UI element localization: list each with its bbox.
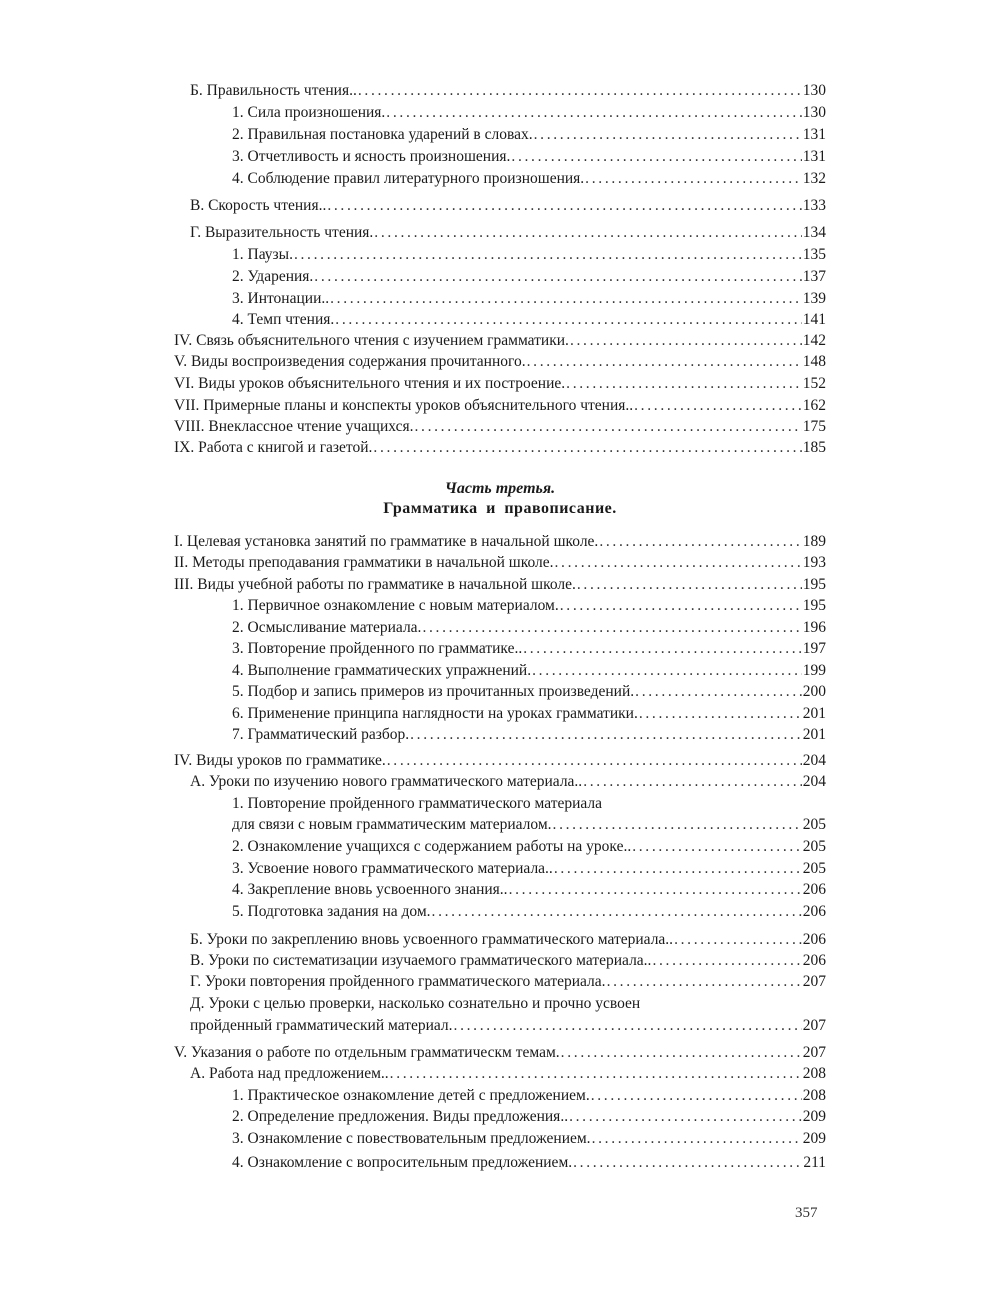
toc-entry-page: 152 [802, 375, 826, 392]
toc-entry-title: 3. Повторение пройденного по грамматике.. [232, 640, 523, 657]
leader-dots [652, 950, 801, 972]
toc-entry-title: 1. Сила произношения. [232, 104, 386, 121]
toc-entry [174, 102, 826, 124]
toc-entry [174, 793, 826, 815]
leader-dots [410, 724, 802, 746]
toc-entry [174, 531, 826, 553]
toc-entry [174, 1085, 826, 1107]
toc-entry-page: 206 [802, 931, 826, 948]
toc-entry [174, 1128, 826, 1150]
toc-entry-title: 2. Определение предложения. Виды предложения.. [232, 1108, 569, 1125]
toc-entry-title: 5. Подбор и запись примеров из прочитанных произведений. [232, 683, 635, 700]
leader-dots [386, 102, 801, 124]
toc-entry-page: 175 [802, 418, 826, 435]
toc-entry-title: 4. Темп чтения. [232, 311, 335, 328]
toc-entry-title: А. Уроки по изучению нового грамматического материала.. [190, 773, 583, 790]
toc-entry-page: 201 [802, 705, 826, 722]
leader-dots [330, 288, 802, 310]
leader-dots [335, 309, 801, 331]
toc-entry [174, 124, 826, 146]
toc-entry-title: 2. Ударения. [232, 268, 314, 285]
toc-entry-title: 1. Паузы. [232, 246, 293, 263]
toc-entry [174, 929, 826, 951]
toc-entry [174, 617, 826, 639]
toc-entry-page: 205 [802, 860, 826, 877]
toc-entry [174, 574, 826, 596]
toc-entry [174, 901, 826, 923]
leader-dots [294, 244, 802, 266]
toc-entry-title: 4. Закрепление вновь усвоенного знания.. [232, 881, 508, 898]
toc-entry-title: 7. Грамматический разбор. [232, 726, 410, 743]
leader-dots [358, 80, 802, 102]
toc-entry-page: 137 [802, 268, 826, 285]
leader-dots [634, 395, 802, 417]
toc-entry-page: 131 [802, 126, 826, 143]
toc-entry [174, 950, 826, 972]
leader-dots [314, 266, 801, 288]
leader-dots [454, 1015, 802, 1037]
leader-dots [414, 416, 801, 438]
toc-entry-title: 3. Отчетливость и ясность произношения. [232, 148, 511, 165]
leader-dots [511, 146, 801, 168]
toc-entry [174, 1152, 826, 1174]
toc-entry-title: I. Целевая установка занятий по грамматике в начальной школе. [174, 533, 599, 550]
toc-entry-page: 131 [802, 148, 826, 165]
toc-entry-page: 209 [802, 1130, 826, 1147]
leader-dots [674, 929, 802, 951]
leader-dots [569, 1106, 802, 1128]
toc-entry-title: Д. Уроки с целью проверки, насколько сознательно и прочно усвоен [190, 995, 641, 1012]
leader-dots [374, 222, 801, 244]
leader-dots [373, 437, 801, 459]
toc-entry-page: 204 [802, 773, 826, 790]
toc-entry-title: 2. Правильная постановка ударений в словах. [232, 126, 533, 143]
toc-entry [174, 595, 826, 617]
toc-entry [174, 858, 826, 880]
leader-dots [639, 703, 802, 725]
leader-dots [561, 1042, 802, 1064]
toc-entry-title: IV. Виды уроков по грамматике. [174, 752, 386, 769]
leader-dots [523, 638, 802, 660]
toc-entry-title: 1. Практическое ознакомление детей с предложением. [232, 1087, 590, 1104]
toc-entry-title: 3. Ознакомление с повествовательным предложением. [232, 1130, 591, 1147]
toc-entry [174, 351, 826, 373]
toc-entry-page: 162 [802, 397, 826, 414]
part-label: Часть третья. [444, 480, 556, 497]
toc-entry-title: В. Уроки по систематизации изучаемого грамматического материала.. [190, 952, 652, 969]
leader-dots [534, 124, 802, 146]
toc-entry-page: 206 [802, 881, 826, 898]
toc-entry-page: 207 [802, 973, 826, 990]
toc-entry [174, 681, 826, 703]
toc-entry-page: 189 [802, 533, 826, 550]
leader-dots [422, 617, 801, 639]
toc-entry-title: А. Работа над предложением.. [190, 1065, 389, 1082]
toc-entry [174, 552, 826, 574]
toc-entry [174, 771, 826, 793]
toc-entry [174, 660, 826, 682]
leader-dots [635, 681, 802, 703]
leader-dots [585, 168, 802, 190]
toc-entry [174, 244, 826, 266]
toc-entry-page: 207 [802, 1044, 826, 1061]
toc-entry [174, 750, 826, 772]
toc-entry-page: 195 [802, 597, 826, 614]
toc-entry [174, 1015, 826, 1037]
leader-dots [599, 531, 801, 553]
toc-entry-title: Г. Выразительность чтения. [190, 224, 374, 241]
toc-entry-page: 205 [802, 838, 826, 855]
toc-entry-page: 196 [802, 619, 826, 636]
toc-entry-title: В. Скорость чтения.. [190, 197, 327, 214]
toc-entry-page: 205 [802, 816, 826, 833]
toc-entry-title: 4. Ознакомление с вопросительным предложением. [232, 1154, 573, 1171]
toc-entry-page: 130 [802, 82, 826, 99]
toc-entry [174, 1106, 826, 1128]
toc-entry [174, 195, 826, 217]
toc-entry-title: Б. Уроки по закреплению вновь усвоенного грамматического материала.. [190, 931, 674, 948]
toc-entry-page: 193 [802, 554, 826, 571]
toc-entry-page: 206 [802, 952, 826, 969]
leader-dots [555, 552, 802, 574]
toc-entry-page: 206 [802, 903, 826, 920]
toc-entry [174, 80, 826, 102]
toc-entry-title: 2. Осмысливание материала. [232, 619, 422, 636]
toc-entry-title: 4. Выполнение грамматических упражнений. [232, 662, 532, 679]
toc-entry-page: 139 [802, 290, 826, 307]
toc-entry-title: VI. Виды уроков объяснительного чтения и их построение. [174, 375, 566, 392]
leader-dots [432, 901, 802, 923]
toc-entry-title: для связи с новым грамматическим материалом. [232, 816, 552, 833]
leader-dots [553, 814, 802, 836]
toc-entry-page: 208 [802, 1087, 826, 1104]
leader-dots [607, 971, 802, 993]
toc-entry-title: пройденный грамматический материал. [190, 1017, 453, 1034]
toc-entry-page: 148 [802, 353, 826, 370]
toc-entry-title: II. Методы преподавания грамматики в начальной школе. [174, 554, 554, 571]
toc-entry [174, 395, 826, 417]
leader-dots [566, 373, 802, 395]
toc-entry-page: 200 [802, 683, 826, 700]
leader-dots [591, 1085, 802, 1107]
toc-entry-title: III. Виды учебной работы по грамматике в начальной школе. [174, 576, 576, 593]
toc-entry-page: 141 [802, 311, 826, 328]
toc-entry [174, 437, 826, 459]
toc-entry-title: IV. Связь объяснительного чтения с изучением грамматики. [174, 332, 569, 349]
toc-entry [174, 814, 826, 836]
toc-entry [174, 879, 826, 901]
toc-entry [174, 146, 826, 168]
toc-entry-title: 6. Применение принципа наглядности на уроках грамматики. [232, 705, 638, 722]
toc-entry-title: 3. Усвоение нового грамматического материала.. [232, 860, 553, 877]
toc-entry [174, 288, 826, 310]
toc-entry [174, 222, 826, 244]
toc-entry-title: IX. Работа с книгой и газетой. [174, 439, 373, 456]
leader-dots [573, 1152, 802, 1174]
toc-entry-title: 2. Ознакомление учащихся с содержанием работы на уроке.. [232, 838, 632, 855]
toc-entry-page: 132 [802, 170, 826, 187]
toc-entry-title: 5. Подготовка задания на дом. [232, 903, 431, 920]
toc-entry-title: Б. Правильность чтения.. [190, 82, 357, 99]
leader-dots [560, 595, 802, 617]
toc-entry-title: 3. Интонации.. [232, 290, 330, 307]
leader-dots [532, 660, 802, 682]
toc-entry [174, 309, 826, 331]
toc-entry-page: 208 [802, 1065, 826, 1082]
leader-dots [632, 836, 802, 858]
leader-dots [327, 195, 801, 217]
toc-entry-page: 201 [802, 726, 826, 743]
toc-entry-title: VII. Примерные планы и конспекты уроков объяснительного чтения.. [174, 397, 634, 414]
toc-entry-page: 209 [802, 1108, 826, 1125]
toc-entry [174, 168, 826, 190]
toc-entry-page: 199 [802, 662, 826, 679]
toc-entry-page: 204 [802, 752, 826, 769]
toc-entry [174, 724, 826, 746]
toc-entry-page: 185 [802, 439, 826, 456]
toc-entry [174, 373, 826, 395]
toc-entry [174, 971, 826, 993]
toc-entry [174, 330, 826, 352]
toc-entry-title: 1. Первичное ознакомление с новым материалом. [232, 597, 559, 614]
toc-entry-title: 1. Повторение пройденного грамматического материала [232, 795, 603, 812]
toc-entry [174, 1042, 826, 1064]
toc-entry [174, 993, 826, 1015]
leader-dots [387, 750, 802, 772]
toc-entry-title: 4. Соблюдение правил литературного произношения. [232, 170, 585, 187]
toc-entry-page: 142 [802, 332, 826, 349]
leader-dots [509, 879, 802, 901]
leader-dots [577, 574, 802, 596]
toc-entry-page: 133 [802, 197, 826, 214]
toc-entry-page: 130 [802, 104, 826, 121]
toc-entry-title: Г. Уроки повторения пройденного грамматического материала. [190, 973, 606, 990]
leader-dots [390, 1063, 802, 1085]
leader-dots [527, 351, 802, 373]
toc-entry-page: 207 [802, 1017, 826, 1034]
toc-entry-page: 211 [803, 1154, 826, 1171]
toc-entry [174, 836, 826, 858]
leader-dots [554, 858, 802, 880]
toc-entry-title: VIII. Внеклассное чтение учащихся. [174, 418, 414, 435]
toc-entry-page: 197 [802, 640, 826, 657]
toc-entry-page: 135 [802, 246, 826, 263]
toc-entry-page: 134 [802, 224, 826, 241]
leader-dots [583, 771, 802, 793]
toc-entry [174, 703, 826, 725]
toc-entry [174, 266, 826, 288]
part-title: Грамматика и правописание. [383, 500, 617, 517]
leader-dots [592, 1128, 802, 1150]
toc-entry-title: V. Указания о работе по отдельным грамматическм темам. [174, 1044, 560, 1061]
leader-dots [570, 330, 802, 352]
page-number: 357 [795, 1205, 818, 1221]
toc-entry-title: V. Виды воспроизведения содержания прочитанного. [174, 353, 526, 370]
toc-entry [174, 416, 826, 438]
toc-entry [174, 1063, 826, 1085]
toc-entry-page: 195 [802, 576, 826, 593]
toc-entry [174, 638, 826, 660]
